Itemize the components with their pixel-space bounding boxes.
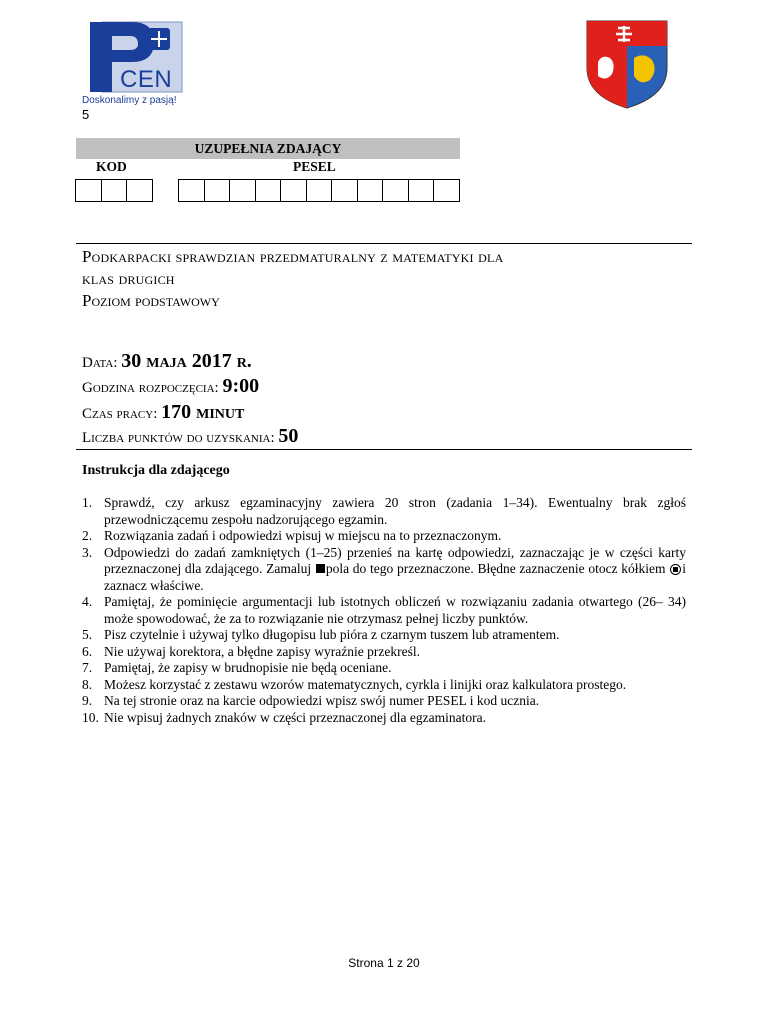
- page-marker: 5: [82, 107, 90, 122]
- kod-box[interactable]: [126, 179, 153, 202]
- instruction-number: 8.: [82, 676, 93, 692]
- pesel-box[interactable]: [255, 179, 282, 202]
- logo-tagline: Doskonalimy z pasją!: [82, 95, 177, 106]
- pesel-box[interactable]: [204, 179, 231, 202]
- logo-cen-text: CEN: [120, 66, 173, 93]
- instruction-item: [82, 545, 686, 595]
- instruction-text: Na tej stronie oraz na karcie odpowiedzi wpisz swój numer PESEL i kod ucznia.: [104, 693, 540, 708]
- instruction-text: Rozwiązania zadań i odpowiedzi wpisuj w miejscu na to przeznaczonym.: [104, 528, 502, 543]
- kod-boxes: [75, 179, 152, 201]
- exam-title-line1: Podkarpacki sprawdzian przedmaturalny z matematyki dla: [82, 247, 504, 266]
- pesel-label: PESEL: [293, 159, 336, 174]
- instruction-item: [82, 627, 686, 644]
- instructions-title: Instrukcja dla zdającego: [82, 463, 230, 478]
- instruction-item: [82, 710, 686, 727]
- instruction-number: 4.: [82, 594, 93, 609]
- pesel-box[interactable]: [306, 179, 333, 202]
- form-header: UZUPEŁNIA ZDAJĄCY: [76, 138, 460, 159]
- instruction-number: 3.: [82, 544, 93, 560]
- instruction-item: [82, 693, 686, 710]
- date-value: 30 maja 2017 r.: [121, 350, 252, 372]
- instruction-number: 9.: [82, 693, 93, 708]
- exam-title: [82, 246, 682, 290]
- instruction-number: 1.: [82, 495, 93, 510]
- instruction-text: Nie wpisuj żadnych znaków w części przeznaczonej dla egzaminatora.: [104, 709, 486, 725]
- exam-duration: [82, 401, 244, 424]
- exam-start-hour: [82, 375, 259, 398]
- exam-title-line2: klas drugich: [82, 269, 175, 288]
- exam-level: Poziom podstawowy: [82, 291, 220, 310]
- time-label: Czas pracy:: [82, 406, 158, 422]
- divider-top: [76, 243, 692, 244]
- instruction-text: Możesz korzystać z zestawu wzorów matematycznych, cyrkla i linijki oraz kalkulatora prostego.: [104, 676, 627, 692]
- instruction-text: Pamiętaj, że zapisy w brudnopisie nie będą oceniane.: [104, 660, 392, 675]
- pesel-boxes: [178, 179, 459, 201]
- time-value: 170 minut: [161, 401, 245, 423]
- pesel-box[interactable]: [178, 179, 205, 202]
- kod-box[interactable]: [75, 179, 102, 202]
- instruction-text: Nie używaj korektora, a błędne zapisy wyraźnie przekreśl.: [104, 643, 420, 659]
- instruction-item: [82, 495, 686, 528]
- instruction-item: [82, 644, 686, 661]
- circled-square-icon: [670, 564, 681, 575]
- instruction-number: 10.: [82, 709, 99, 725]
- exam-date: [82, 350, 252, 373]
- kod-box[interactable]: [101, 179, 128, 202]
- pesel-box[interactable]: [382, 179, 409, 202]
- points-label: Liczba punktów do uzyskania:: [82, 430, 275, 446]
- instruction-number: 6.: [82, 643, 93, 659]
- instruction-item: [82, 677, 686, 694]
- instruction-item: [82, 594, 686, 627]
- instruction-text: Pisz czytelnie i używaj tylko długopisu lub pióra z czarnym tuszem lub atramentem.: [104, 627, 560, 642]
- kod-label: KOD: [96, 159, 127, 174]
- points-value: 50: [278, 425, 299, 447]
- instruction-item: [82, 528, 686, 545]
- pesel-box[interactable]: [357, 179, 384, 202]
- instruction-number: 7.: [82, 660, 93, 675]
- instruction-text: Odpowiedzi do zadań zamkniętych (1–25) przenieś na kartę odpowiedzi, zaznaczając je w części karty przeznaczonej dla zdającego. Zamaluj: [104, 544, 686, 576]
- divider-middle: [76, 449, 692, 450]
- coat-of-arms-icon: [584, 18, 670, 110]
- pesel-box[interactable]: [408, 179, 435, 202]
- pesel-box[interactable]: [433, 179, 460, 202]
- exam-points: [82, 425, 298, 448]
- instruction-text: pola do tego przeznaczone. Błędne zaznaczenie otocz kółkiem: [325, 561, 670, 576]
- page-footer: Strona 1 z 20: [348, 956, 420, 970]
- date-label: Data:: [82, 355, 118, 371]
- filled-square-icon: [316, 564, 325, 573]
- hour-label: Godzina rozpoczęcia:: [82, 380, 219, 396]
- pesel-box[interactable]: [331, 179, 358, 202]
- pesel-box[interactable]: [280, 179, 307, 202]
- hour-value: 9:00: [222, 375, 260, 397]
- instruction-number: 2.: [82, 528, 93, 543]
- pesel-box[interactable]: [229, 179, 256, 202]
- instruction-text: Pamiętaj, że pominięcie argumentacji lub istotnych obliczeń w rozwiązaniu zadania otwartego (26– 34) może spowodować, że za to rozwiązanie nie otrzymasz pełnej liczby punktów.: [104, 594, 686, 626]
- instruction-number: 5.: [82, 627, 93, 642]
- instruction-item: [82, 660, 686, 677]
- instruction-text: Sprawdź, czy arkusz egzaminacyjny zawiera 20 stron (zadania 1–34). Ewentualny brak zgłoś przewodniczącemu zespołu nadzorującego egzamin.: [104, 495, 686, 527]
- instructions-list: [82, 495, 686, 726]
- instruction-text: i zaznacz właściwe.: [104, 561, 686, 593]
